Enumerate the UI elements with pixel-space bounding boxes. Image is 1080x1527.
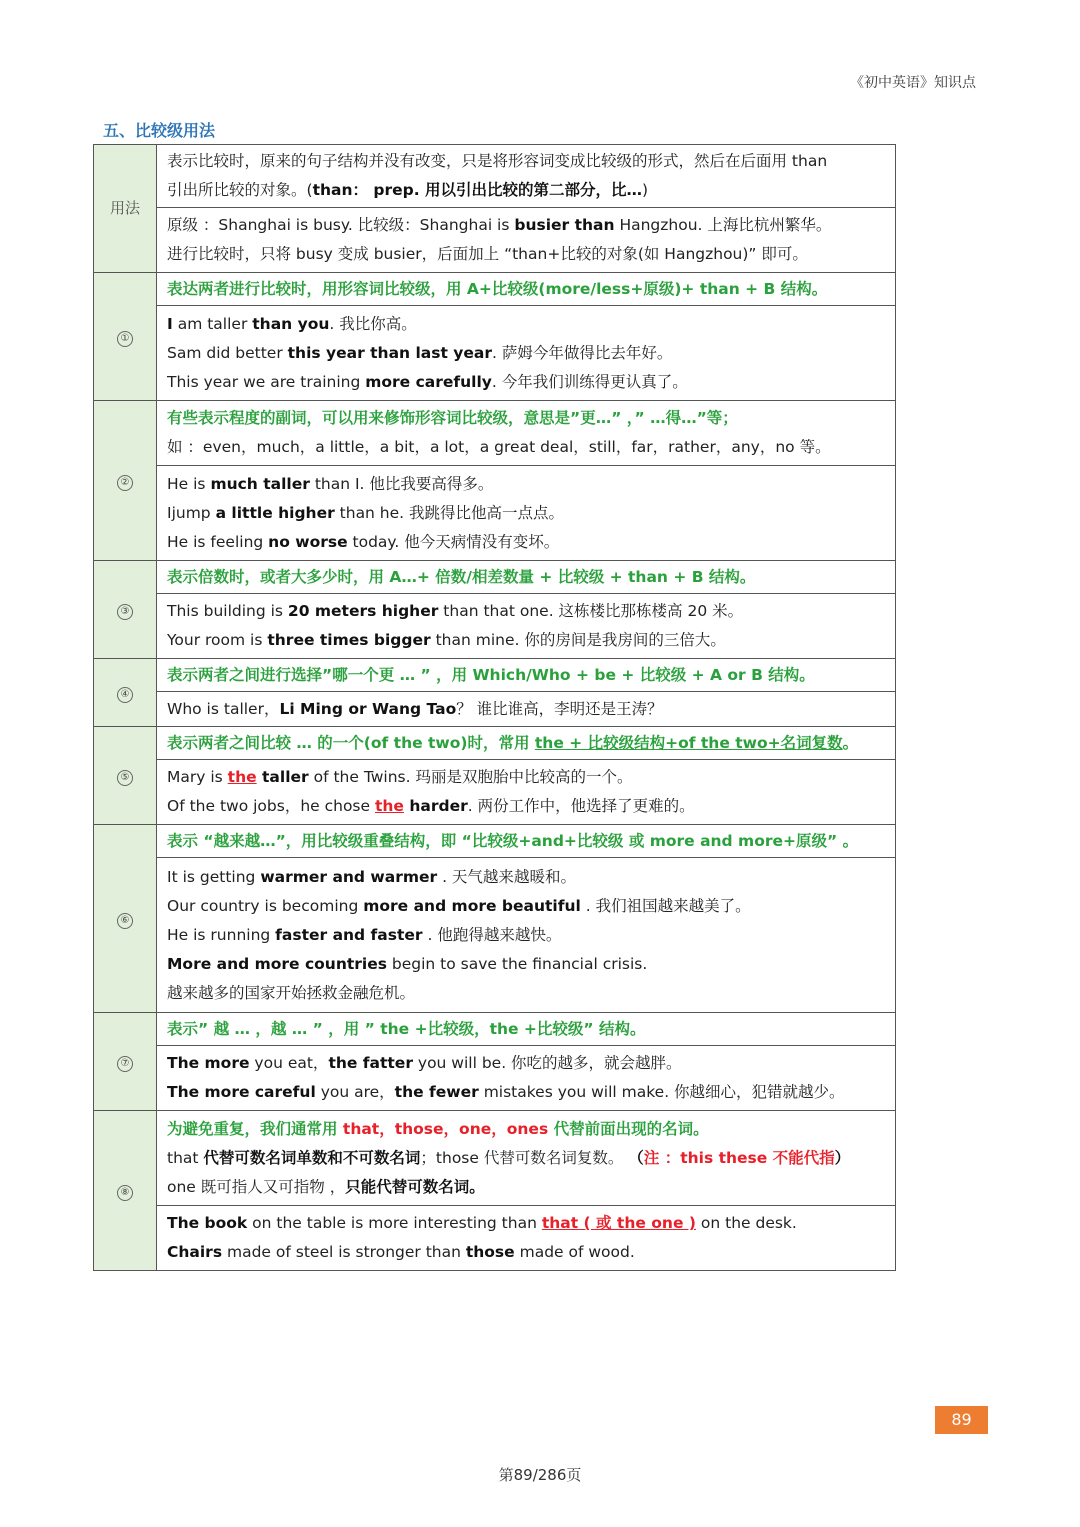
table-row xyxy=(94,1046,896,1111)
table-row xyxy=(94,659,896,692)
table-row xyxy=(94,760,896,825)
example: He is running faster and faster . 他跑得越来越快。 xyxy=(167,925,562,944)
rule-1-heading: 表达两者进行比较时，用形容词比较级，用 A+比较级(more/less+原级)+ than + B 结构。 xyxy=(157,273,896,306)
example: The more careful you are，the fewer mistakes you will make. 你越细心，犯错就越少。 xyxy=(167,1083,845,1101)
table-row xyxy=(94,825,896,858)
table-row xyxy=(94,1013,896,1046)
row-label-8: ⑧ xyxy=(94,1111,157,1271)
rule-2-title: 有些表示程度的副词，可以用来修饰形容词比较级，意思是”更…” ，” …得…”等； xyxy=(167,409,738,427)
rule-8-line-3: one 既可指人又可指物 ，只能代替可数名词。 xyxy=(167,1177,485,1196)
example: Our country is becoming more and more beautiful . 我们祖国越来越美了。 xyxy=(167,896,751,915)
table-row xyxy=(94,273,896,306)
rule-8-heading xyxy=(157,1111,896,1206)
usage-line-2: 引出所比较的对象。(than： prep. 用以引出比较的第二部分，比…) xyxy=(167,181,649,199)
row-label-7: ⑦ xyxy=(94,1013,157,1111)
rule-5-examples xyxy=(157,760,896,825)
rule-3-heading: 表示倍数时，或者大多少时，用 A…+ 倍数/相差数量 + 比较级 + than + B 结构。 xyxy=(157,561,896,594)
rule-5-heading: 表示两者之间比较 … 的一个(of the two)时，常用 the + 比较级结构+of the two+名词复数。 xyxy=(157,727,896,760)
table-row xyxy=(94,1206,896,1271)
example: I am taller than you. 我比你高。 xyxy=(167,314,417,333)
example: Who is taller，Li Ming or Wang Tao？ 谁比谁高，李明还是王涛？ xyxy=(167,699,663,718)
row-label-6: ⑥ xyxy=(94,825,157,1013)
rule-6-heading: 表示 “越来越…”，用比较级重叠结构，即 “比较级+and+比较级 或 more and more+原级” 。 xyxy=(157,825,896,858)
example: Mary is the taller of the Twins. 玛丽是双胞胎中比较高的一个。 xyxy=(167,768,633,786)
rule-1-examples xyxy=(157,306,896,401)
row-label-4: ④ xyxy=(94,659,157,727)
table-row xyxy=(94,208,896,273)
example: More and more countries begin to save the financial crisis. xyxy=(167,954,648,973)
row-label-2: ② xyxy=(94,401,157,561)
example: 越来越多的国家开始拯救金融危机。 xyxy=(167,983,416,1002)
example: It is getting warmer and warmer . 天气越来越暖和。 xyxy=(167,867,576,886)
section-title: 五、比较级用法 xyxy=(103,121,216,140)
example: He is feeling no worse today. 他今天病情没有变坏。 xyxy=(167,532,560,551)
example: Chairs made of steel is stronger than those made of wood. xyxy=(167,1243,635,1261)
table-row xyxy=(94,594,896,659)
table-row xyxy=(94,1111,896,1206)
rule-2-heading xyxy=(157,401,896,466)
rule-7-heading: 表示” 越 … ，越 … ” ，用 ” the +比较级，the +比较级” 结构。 xyxy=(157,1013,896,1046)
usage-example xyxy=(157,208,896,273)
rule-4-examples xyxy=(157,692,896,727)
rule-2-list: 如 ：even，much，a little，a bit，a lot，a great deal，still，far，rather，any，no 等。 xyxy=(167,438,831,456)
rule-6-examples xyxy=(157,858,896,1013)
row-label-usage: 用法 xyxy=(94,145,157,273)
example: This year we are training more carefully. 今年我们训练得更认真了。 xyxy=(167,372,688,391)
rule-3-examples xyxy=(157,594,896,659)
rule-4-heading: 表示两者之间进行选择”哪一个更 … ” ，用 Which/Who + be + 比较级 + A or B 结构。 xyxy=(157,659,896,692)
example: Of the two jobs，he chose the harder. 两份工作中，他选择了更难的。 xyxy=(167,797,695,815)
example: Sam did better this year than last year. 萨姆今年做得比去年好。 xyxy=(167,343,673,362)
grammar-table xyxy=(93,144,896,1271)
table-row xyxy=(94,145,896,208)
book-title: 《初中英语》知识点 xyxy=(850,75,976,91)
example: The book on the table is more interesting than that ( 或 the one ) on the desk. xyxy=(167,1214,797,1232)
table-row xyxy=(94,727,896,760)
page-number-badge: 89 xyxy=(935,1406,988,1434)
row-label-3: ③ xyxy=(94,561,157,659)
table-row xyxy=(94,858,896,1013)
rule-7-examples xyxy=(157,1046,896,1111)
example: He is much taller than I. 他比我要高得多。 xyxy=(167,474,494,493)
usage-definition xyxy=(157,145,896,208)
example: The more you eat，the fatter you will be. 你吃的越多，就会越胖。 xyxy=(167,1054,682,1072)
rule-8-title: 为避免重复，我们通常用 that，those，one，ones 代替前面出现的名词。 xyxy=(167,1119,709,1138)
example: This building is 20 meters higher than that one. 这栋楼比那栋楼高 20 米。 xyxy=(167,602,744,620)
usage-example-2: 进行比较时，只将 busy 变成 busier，后面加上 “than+比较的对象(如 Hangzhou)” 即可。 xyxy=(167,245,808,263)
usage-example-1: 原级 ：Shanghai is busy. 比较级：Shanghai is busier than Hangzhou. 上海比杭州繁华。 xyxy=(167,216,832,234)
table-row xyxy=(94,401,896,466)
row-label-5: ⑤ xyxy=(94,727,157,825)
page-footer: 第89/286页 xyxy=(498,1466,582,1484)
table-row xyxy=(94,692,896,727)
row-label-1: ① xyxy=(94,273,157,401)
table-row xyxy=(94,561,896,594)
rule-2-examples xyxy=(157,466,896,561)
example: Your room is three times bigger than mine. 你的房间是我房间的三倍大。 xyxy=(167,631,726,649)
example: Ijump a little higher than he. 我跳得比他高一点点。 xyxy=(167,503,565,522)
rule-8-line-2: that 代替可数名词单数和不可数名词；those 代替可数名词复数。 （注 ：this these 不能代指） xyxy=(167,1148,851,1167)
usage-line-1: 表示比较时，原来的句子结构并没有改变，只是将形容词变成比较级的形式，然后在后面用 than xyxy=(167,152,828,170)
rule-8-examples xyxy=(157,1206,896,1271)
table-row xyxy=(94,306,896,401)
table-row xyxy=(94,466,896,561)
